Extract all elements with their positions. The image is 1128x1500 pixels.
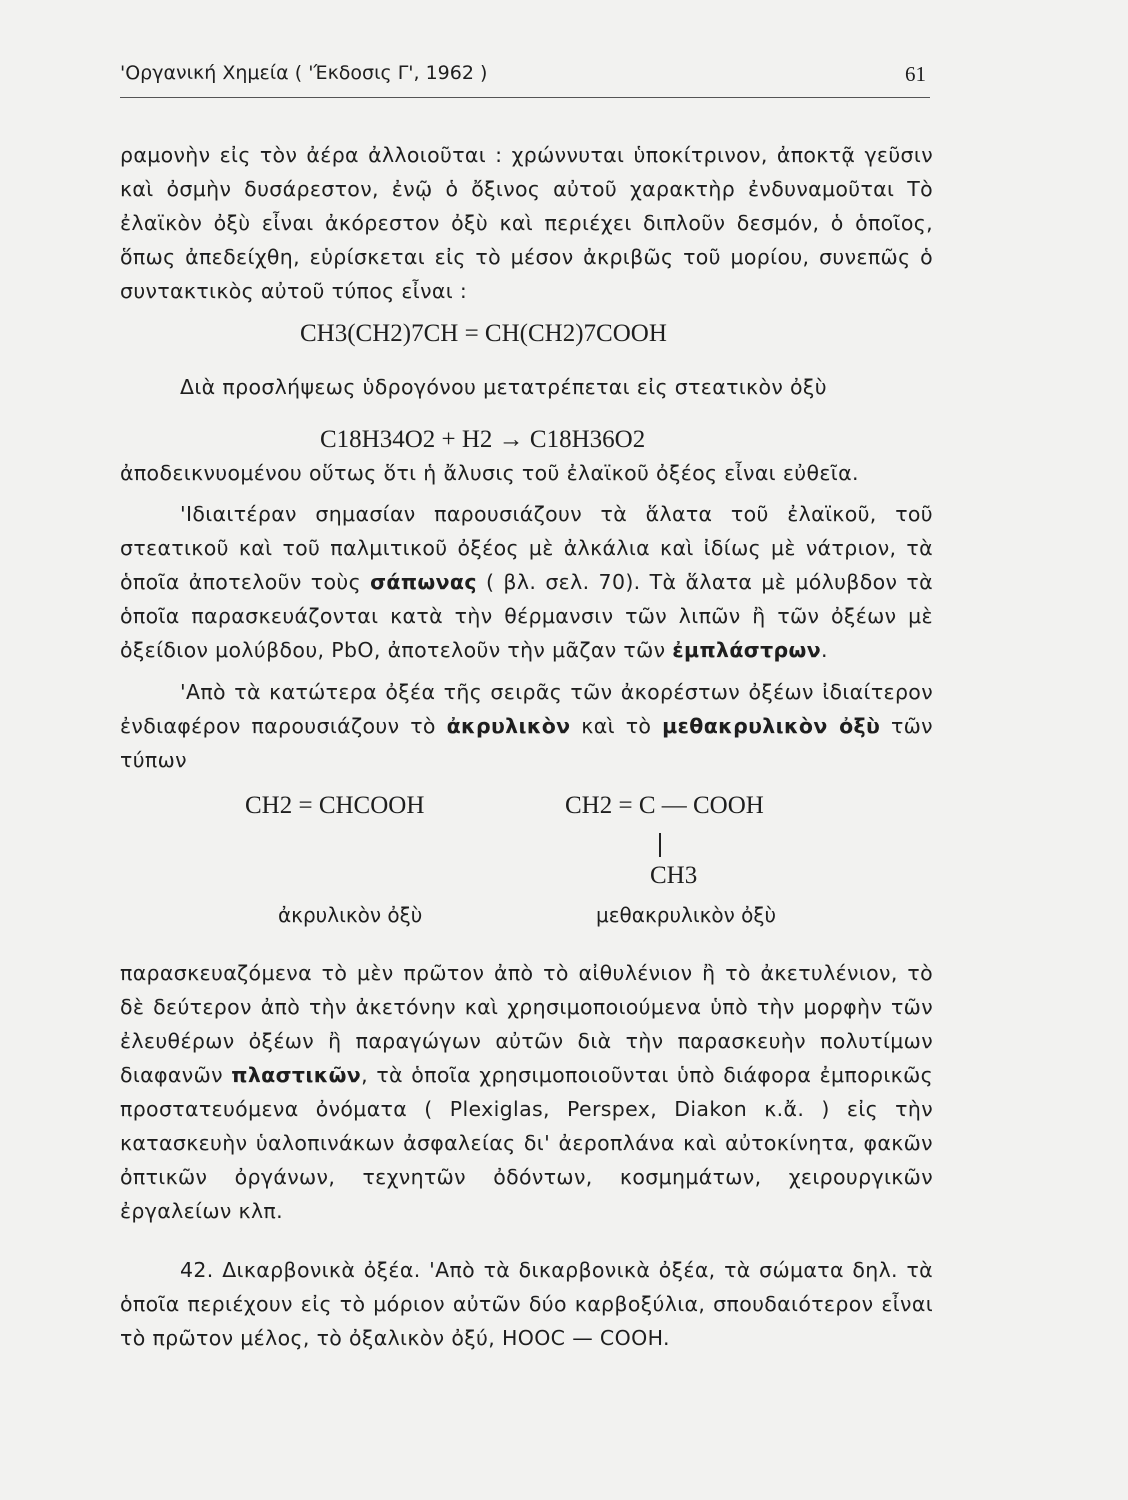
header-title: 'Οργανική Χημεία ( 'Έκδοσις Γ', 1962 ) (120, 62, 488, 84)
acrylic-acid-label: ἀκρυλικὸν ὀξὺ (278, 903, 423, 927)
acrylic-text-c: τῶν τύπων (120, 714, 933, 772)
methacrylic-acid-label: μεθακρυλικὸν ὀξὺ (596, 903, 777, 927)
acrylic-text-b: καὶ τὸ (570, 714, 663, 738)
plastics-text-a: παρασκευαζόμενα τὸ μὲν πρῶτον ἀπὸ τὸ αἰθυλένιον ἢ τὸ ἀκετυλένιον, τὸ δὲ δεύτερον ἀπὸ τὴν ἀκετόνην καὶ χρησιμοποιούμενα ὑπὸ τὴν μορφὴν τῶν ἐλευθέρων ὀξέων ἢ παραγώγων αὐτῶν διὰ τὴν παρασκευὴν πολυτίμων διαφανῶν (120, 961, 933, 1087)
header-rule (120, 97, 930, 98)
plastics-text-b: , τὰ ὁποῖα χρησιμοποιοῦνται ὑπὸ διάφορα ἐμπορικῶς προστατευόμενα ὀνόματα ( Plexiglas, Perspex, Diakon κ.ἄ. ) εἰς τὴν κατασκευὴν ὑαλοπινάκων ἀσφαλείας δι' ἀεροπλάνα καὶ αὐτοκίνητα, φακῶν ὀπτικῶν ὀργάνων, τεχνητῶν ὀδόντων, κοσμημάτων, χειρουργικῶν ἐργαλείων κλπ. (120, 1063, 933, 1223)
salts-text-c: . (821, 638, 828, 662)
oleic-acid-formula: CH3(CH2)7CH = CH(CH2)7COOH (300, 320, 667, 347)
hydrogenation-equation: C18H34O2 + H2 → C18H36O2 (320, 426, 646, 453)
acrylic-text-a: 'Απὸ τὰ κατώτερα ὀξέα τῆς σειρᾶς τῶν ἀκορέστων ὀξέων ἰδιαίτερον ἐνδιαφέρον παρουσιάζουν τὸ (120, 680, 933, 738)
section-text: 'Απὸ τὰ δικαρβονικὰ ὀξέα, τὰ σώματα δηλ. τὰ ὁποῖα περιέχουν εἰς τὸ μόριον αὐτῶν δύο καρβοξύλια, σπουδαιότερον εἶναι τὸ πρῶτον μέλος, τὸ ὀξαλικὸν ὀξύ, HOOC — COOH. (120, 1258, 933, 1350)
paragraph-plastics (120, 956, 933, 1228)
section-title: Δικαρβονικὰ ὀξέα. (222, 1258, 421, 1282)
term-plastics: πλαστικῶν (231, 1063, 362, 1087)
paragraph-salts (120, 497, 933, 667)
page-number: 61 (905, 62, 926, 86)
paragraph-acrylic (120, 675, 933, 777)
methacrylic-acid-formula: CH2 = C — COOH (565, 792, 764, 819)
acrylic-acid-formula: CH2 = CHCOOH (245, 792, 425, 819)
term-plasters: ἐμπλάστρων (672, 638, 822, 662)
section-number: 42. (180, 1258, 214, 1282)
salts-text-a: 'Ιδιαιτέραν σημασίαν παρουσιάζουν τὰ ἅλατα τοῦ ἐλαϊκοῦ, τοῦ στεατικοῦ καὶ τοῦ παλμιτικοῦ ὀξέος μὲ ἀλκάλια καὶ ἰδίως μὲ νάτριον, τὰ ὁποῖα ἀποτελοῦν τοὺς (120, 502, 933, 594)
term-acrylic: ἀκρυλικὸν (446, 714, 571, 738)
paragraph-hydrogenation: Διὰ προσλήψεως ὑδρογόνου μετατρέπεται εἰς στεατικὸν ὀξὺ (180, 375, 827, 399)
paragraph-intro: ραμονὴν εἰς τὸν ἀέρα ἀλλοιοῦται : χρώννυται ὑποκίτρινον, ἀποκτᾷ γεῦσιν καὶ ὀσμὴν δυσάρεστον, ἐνῷ ὁ ὄξινος αὐτοῦ χαρακτὴρ ἐνδυναμοῦται Τὸ ἐλαϊκὸν ὀξὺ εἶναι ἀκόρεστον ὀξὺ καὶ περιέχει διπλοῦν δεσμόν, ὁ ὁποῖος, ὅπως ἀπεδείχθη, εὑρίσκεται εἰς τὸ μέσον ἀκριβῶς τοῦ μορίου, συνεπῶς ὁ συντακτικὸς αὐτοῦ τύπος εἶναι : (120, 143, 933, 303)
paragraph-chain: ἀποδεικνυομένου οὕτως ὅτι ἡ ἄλυσις τοῦ ἐλαϊκοῦ ὀξέος εἶναι εὐθεῖα. (120, 461, 859, 485)
methacrylic-methyl-group: CH3 (650, 862, 698, 889)
salts-text-b: ( βλ. σελ. 70). Τὰ ἅλατα μὲ μόλυβδον τὰ ὁποῖα παρασκευάζονται κατὰ τὴν θέρμανσιν τῶν λιπῶν ἢ τῶν ὀξέων μὲ ὀξείδιον μολύβδου, PbO, ἀποτελοῦν τὴν μᾶζαν τῶν (120, 570, 933, 662)
methacrylic-bond-line (659, 833, 661, 857)
term-soaps: σάπωνας (370, 570, 477, 594)
section-42 (120, 1253, 933, 1355)
running-header (120, 62, 930, 84)
term-methacrylic: μεθακρυλικὸν ὀξὺ (662, 714, 881, 738)
